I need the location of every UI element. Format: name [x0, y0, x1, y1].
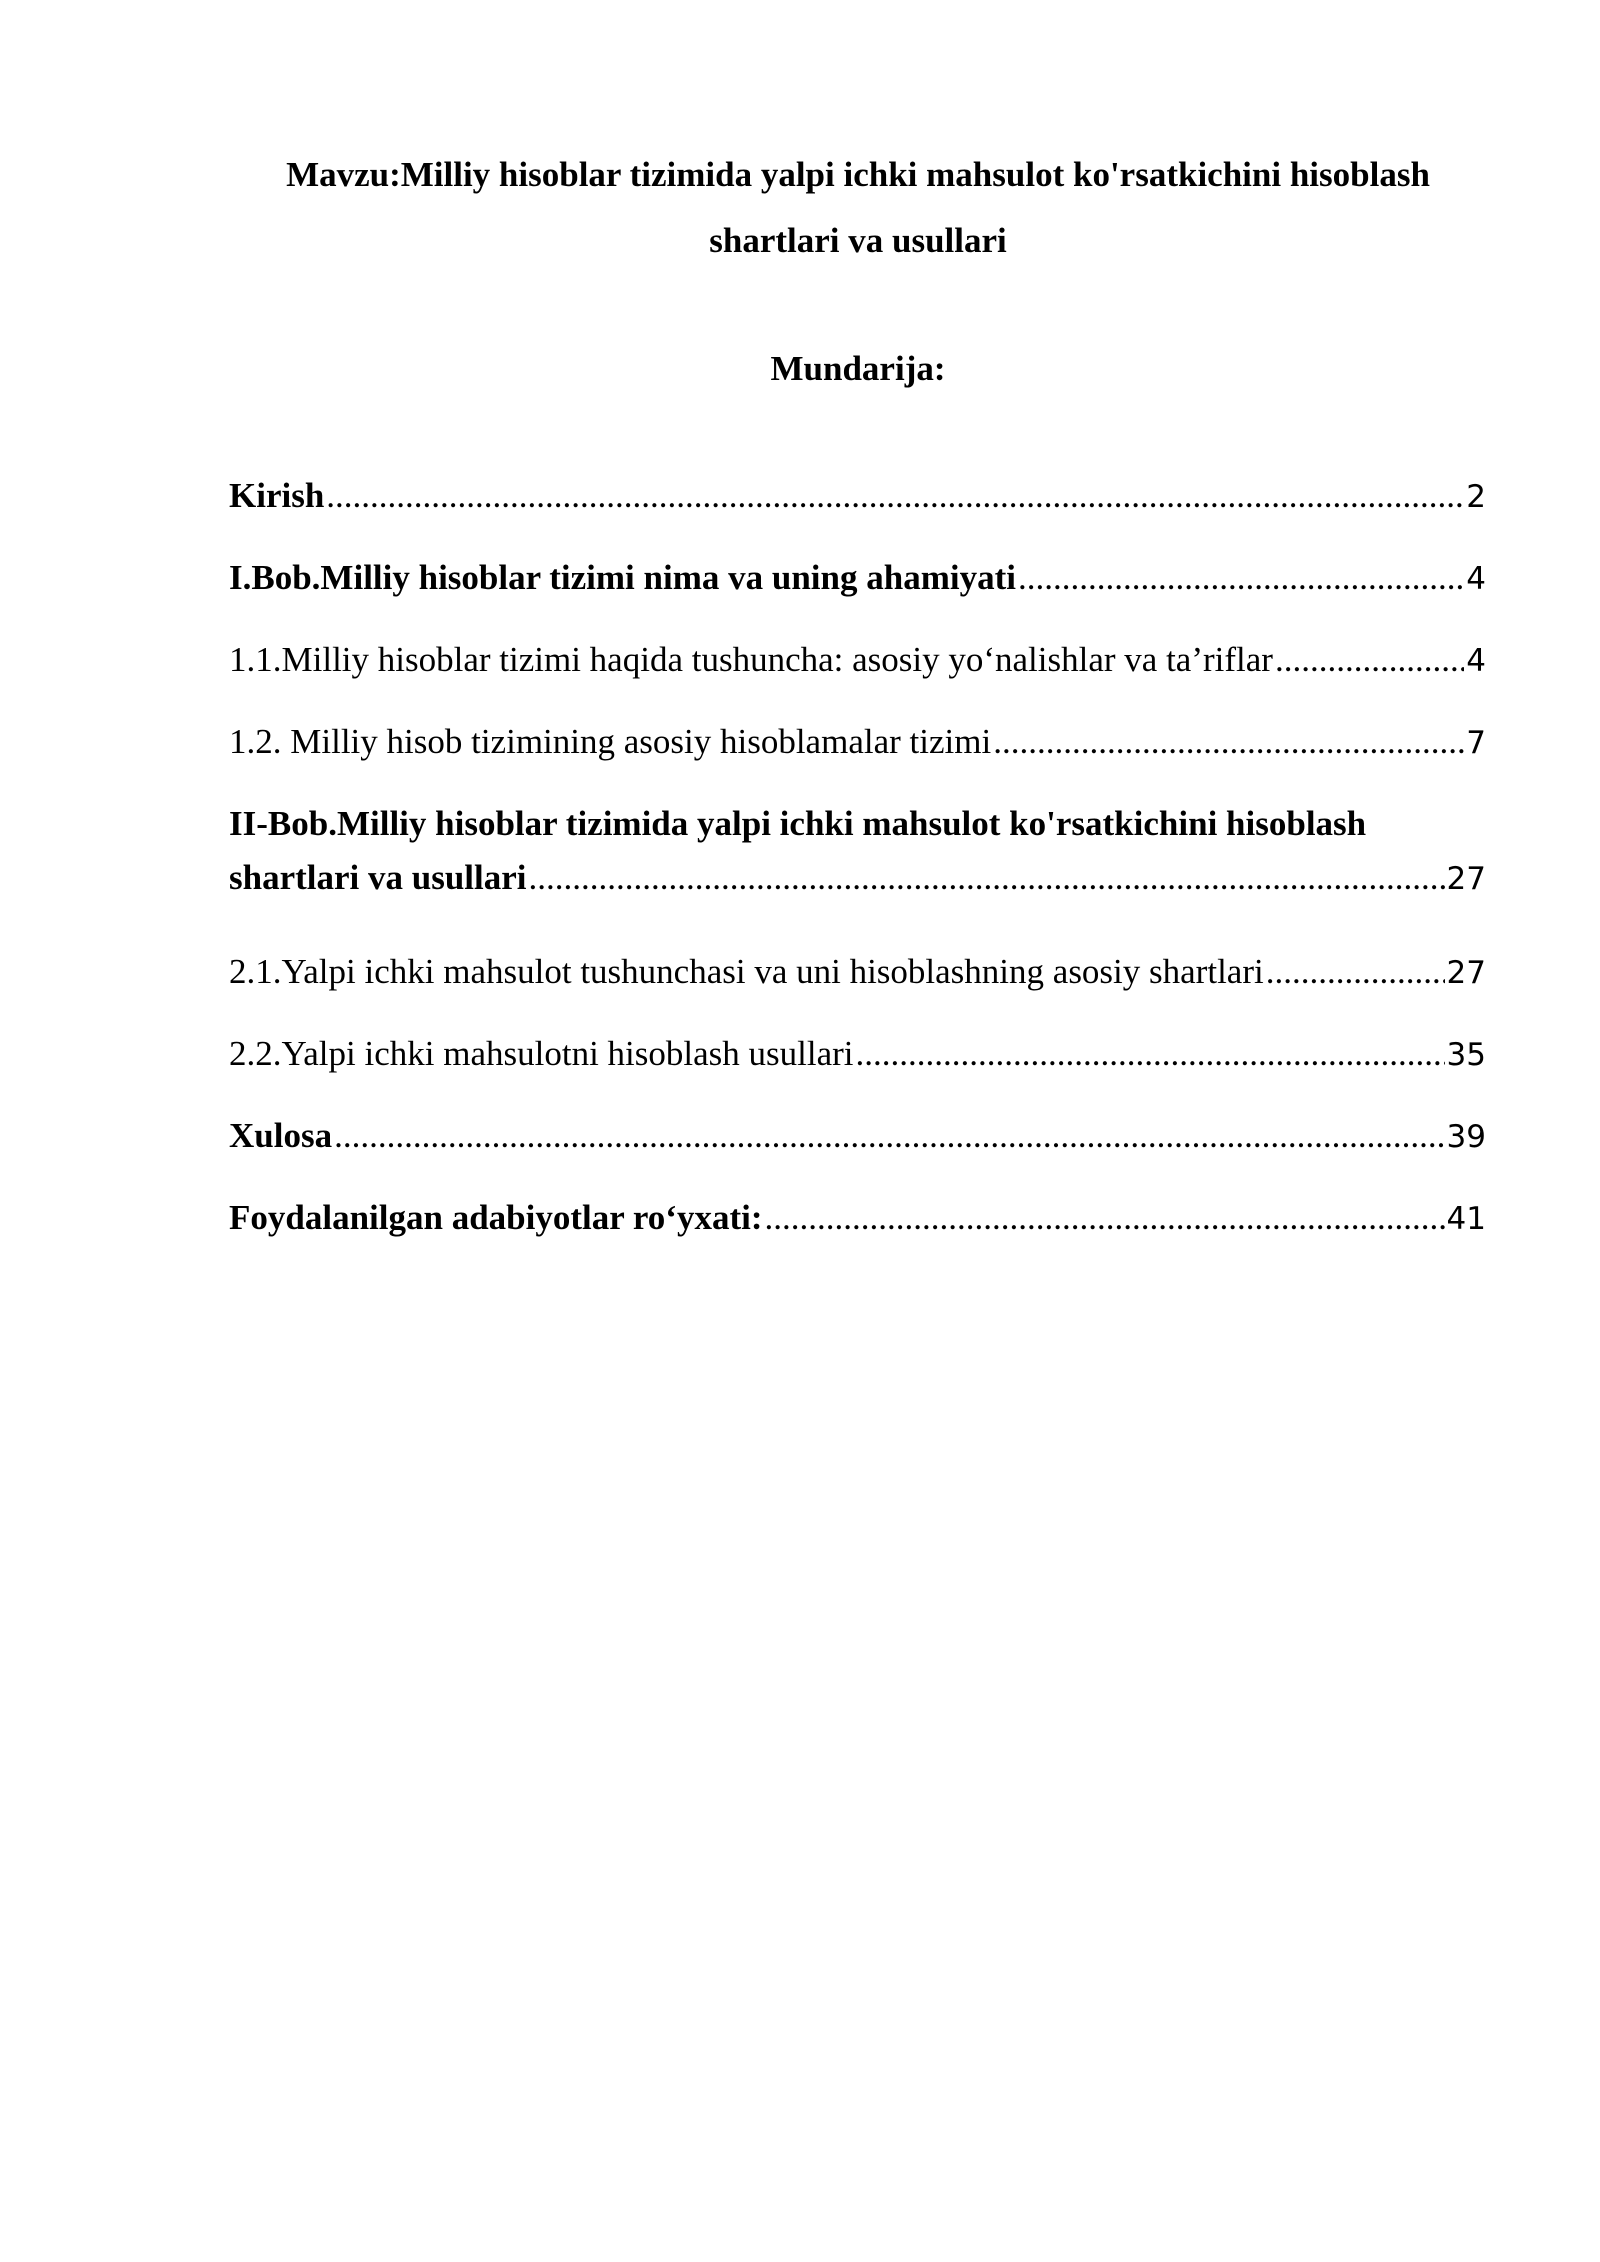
toc-entry-chapter-2[interactable]	[229, 804, 1486, 924]
toc-entry-page: 4	[1466, 643, 1486, 679]
dot-leader	[326, 476, 1464, 516]
toc-entry-page: 27	[1446, 861, 1486, 897]
toc-entry-text: shartlari va usullari	[229, 858, 527, 897]
toc-entry-text: 2.1.Yalpi ichki mahsulot tushunchasi va uni hisoblashning asosiy shartlari	[229, 952, 1264, 991]
toc-entry-section-1-1[interactable]	[229, 640, 1486, 692]
toc-entry-text: 1.1.Milliy hisoblar tizimi haqida tushuncha: asosiy yo‘nalishlar va ta’riflar	[229, 640, 1273, 679]
toc-entry-text-line-1: II-Bob.Milliy hisoblar tizimida yalpi ichki mahsulot ko'rsatkichini hisoblash	[229, 804, 1367, 843]
toc-entry-section-1-2[interactable]	[229, 722, 1486, 774]
dot-leader	[1275, 640, 1464, 680]
dot-leader	[856, 1034, 1445, 1074]
toc-entry-text: Xulosa	[229, 1116, 333, 1155]
toc-heading: Mundarija:	[770, 349, 946, 388]
toc-entry-page: 41	[1446, 1201, 1486, 1237]
document-title	[200, 142, 1516, 274]
dot-leader	[993, 722, 1464, 762]
toc-entry-text: Foydalanilgan adabiyotlar ro‘yxati:	[229, 1198, 763, 1237]
dot-leader	[1266, 952, 1445, 992]
toc-entry-chapter-1[interactable]	[229, 558, 1486, 610]
toc-entry-page: 27	[1446, 955, 1486, 991]
title-line-1: Mavzu:Milliy hisoblar tizimida yalpi ichki mahsulot ko'rsatkichini hisoblash	[286, 155, 1430, 194]
toc-entry-section-2-2[interactable]	[229, 1034, 1486, 1086]
toc-entry-page: 35	[1446, 1037, 1486, 1073]
toc-entry-text: Kirish	[229, 476, 325, 515]
toc-entry-page: 7	[1466, 725, 1486, 761]
toc-entry-page: 4	[1466, 561, 1486, 597]
title-line-2: shartlari va usullari	[709, 221, 1007, 260]
toc-entry-text: 1.2. Milliy hisob tizimining asosiy hisoblamalar tizimi	[229, 722, 992, 761]
toc-entry-page: 39	[1446, 1119, 1486, 1155]
toc-entry-references[interactable]	[229, 1198, 1486, 1250]
toc-entry-xulosa[interactable]	[229, 1116, 1486, 1168]
toc-entry-section-2-1[interactable]	[229, 952, 1486, 1004]
toc-entry-kirish[interactable]	[229, 476, 1486, 528]
dot-leader	[764, 1198, 1444, 1238]
dot-leader	[334, 1116, 1444, 1156]
dot-leader	[1018, 558, 1464, 598]
toc-entry-text: 2.2.Yalpi ichki mahsulotni hisoblash usullari	[229, 1034, 854, 1073]
dot-leader	[529, 858, 1445, 898]
toc-entry-text: I.Bob.Milliy hisoblar tizimi nima va uning ahamiyati	[229, 558, 1016, 597]
toc-entry-page: 2	[1466, 479, 1486, 515]
